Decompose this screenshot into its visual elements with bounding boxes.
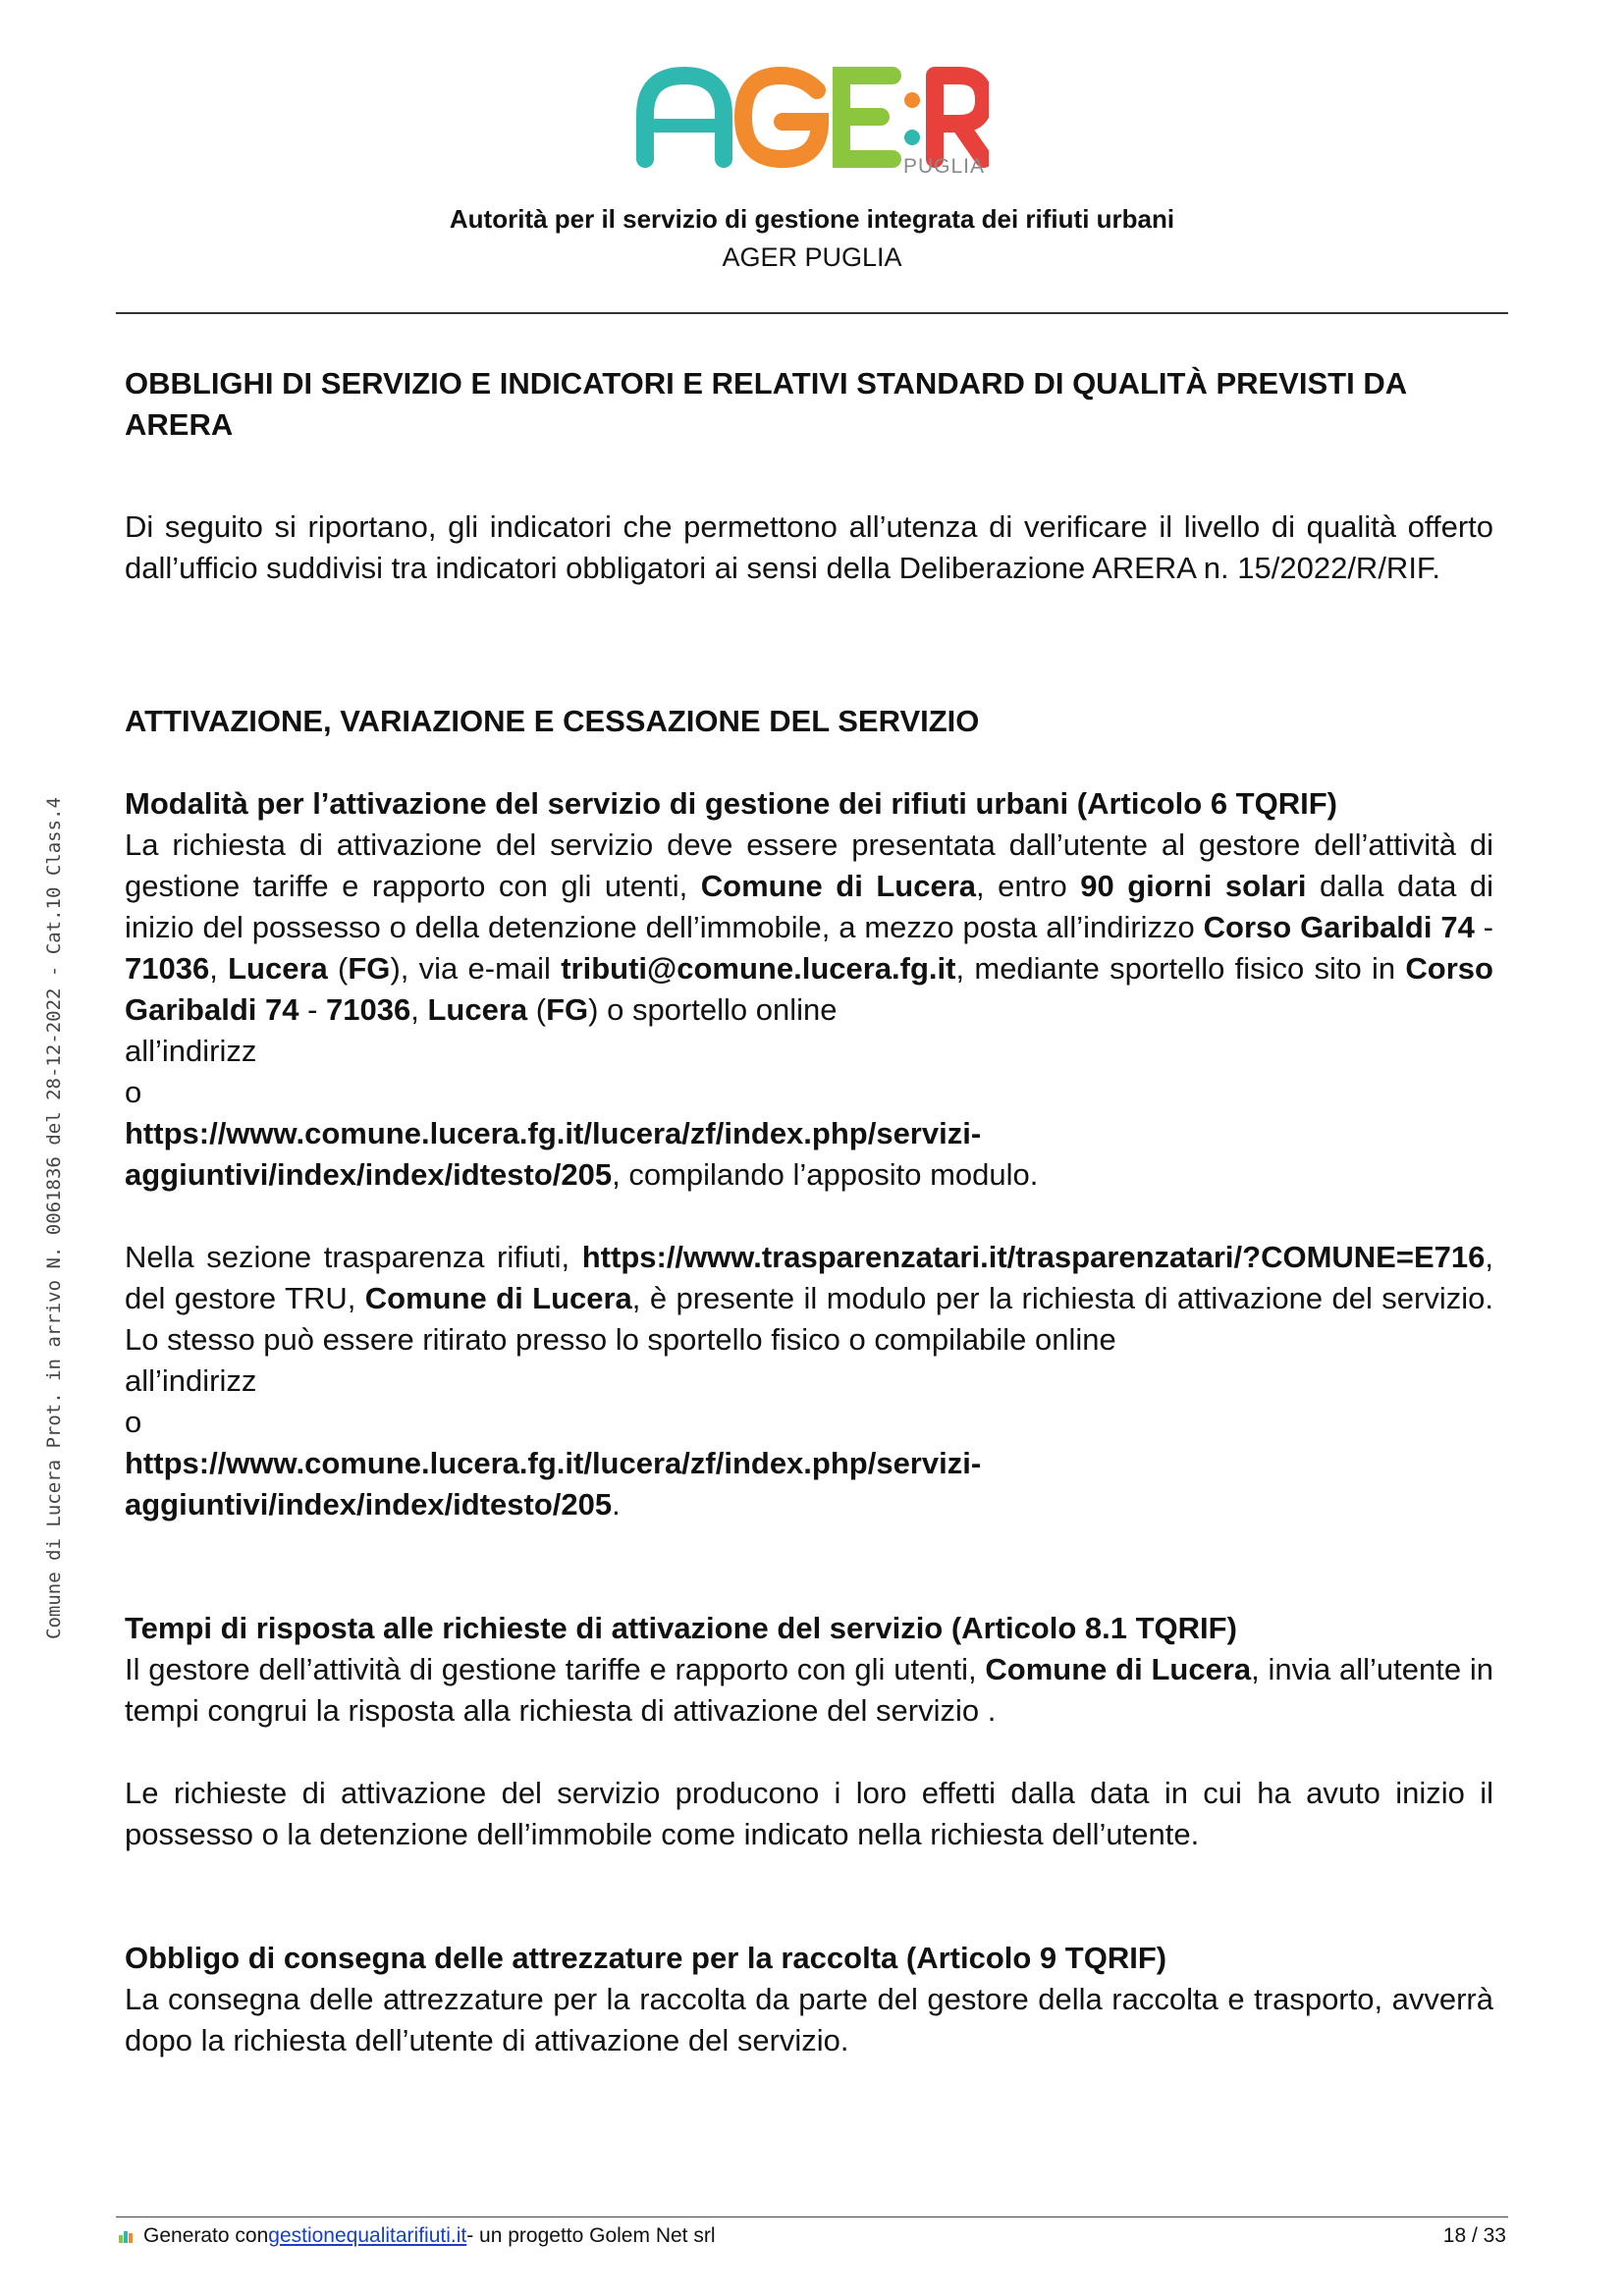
activation-url-line: https://www.comune.lucera.fg.it/lucera/zf/index.php/servizi- aggiuntivi/index/index/idtesto/205, compilando l’apposito modulo. xyxy=(125,1116,1039,1192)
email-address: tributi@comune.lucera.fg.it xyxy=(561,951,956,986)
leaf-icon xyxy=(118,2228,134,2244)
header-divider xyxy=(116,312,1508,314)
section-title-activation: ATTIVAZIONE, VARIAZIONE E CESSAZIONE DEL SERVIZIO xyxy=(125,704,980,738)
intro-paragraph: Di seguito si riportano, gli indicatori che permettono all’utenza di verificare il livello di qualità offerto dall’ufficio suddivisi tra indicatori obbligatori ai sensi della Deliberazione ARERA n. 15/2022/R/RIF. xyxy=(125,509,1493,585)
transparency-url: https://www.trasparenzatari.it/trasparenzatari/?COMUNE=E716 xyxy=(581,1240,1486,1274)
delivery-subtitle: Obbligo di consegna delle attrezzature per la raccolta (Articolo 9 TQRIF) xyxy=(125,1941,1167,1975)
footer-prefix: Generato con xyxy=(143,2224,269,2247)
transparency-address-line: all’indirizz xyxy=(125,1363,257,1398)
footer-divider xyxy=(116,2216,1508,2217)
ager-logo-mark xyxy=(635,61,989,169)
response-paragraph: Il gestore dell’attività di gestione tariffe e rapporto con gli utenti, Comune di Lucera, invia all’utente in tempi congrui la risposta alla richiesta di attivazione del servizio . xyxy=(125,1652,1493,1728)
activation-subtitle: Modalità per l’attivazione del servizio di gestione dei rifiuti urbani (Articolo 6 TQRIF) xyxy=(125,786,1337,821)
main-title: OBBLIGHI DI SERVIZIO E INDICATORI E RELATIVI STANDARD DI QUALITÀ PREVISTI DA ARERA xyxy=(125,366,1406,442)
logo-subtitle: PUGLIA xyxy=(902,155,985,178)
header-logo-area xyxy=(0,61,1624,184)
delivery-paragraph: La consegna delle attrezzature per la raccolta da parte del gestore della raccolta e trasporto, avverrà dopo la richiesta dell’utente di attivazione del servizio. xyxy=(125,1982,1493,2057)
document-body xyxy=(125,363,1493,2061)
ager-logo xyxy=(635,61,989,179)
transparency-paragraph: Nella sezione trasparenza rifiuti, https://www.trasparenzatari.it/trasparenzatari/?COMUNE=E716, del gestore TRU, Comune di Lucera, è presente il modulo per la richiesta di attivazione del servizio. Lo stesso può essere ritirato presso lo sportello fisico o compilabile online xyxy=(125,1240,1493,1357)
transparency-url-line: https://www.comune.lucera.fg.it/lucera/zf/index.php/servizi- aggiuntivi/index/index/idtesto/205. xyxy=(125,1446,982,1522)
organization-short-name: AGER PUGLIA xyxy=(722,242,902,272)
activation-address-line: all’indirizz xyxy=(125,1034,257,1068)
activation-o-line: o xyxy=(125,1075,142,1109)
footer-suffix: - un progetto Golem Net srl xyxy=(466,2224,716,2247)
footer-link[interactable]: gestionequalitarifiuti.it xyxy=(268,2224,467,2247)
activation-paragraph: La richiesta di attivazione del servizio deve essere presentata dall’utente al gestore dell’attività di gestione tariffe e rapporto con gli utenti, Comune di Lucera, entro 90 giorni solari dalla data di inizio del possesso o della detenzione dell’immobile, a mezzo posta all’indirizzo Corso Garibaldi 74 - 71036, Lucera (FG), via e-mail tributi@comune.lucera.fg.it, mediante sportello fisico sito in Corso Garibaldi 74 - 71036, Lucera (FG) o sportello online xyxy=(125,828,1493,1027)
transparency-o-line: o xyxy=(125,1405,142,1439)
protocol-stamp: Comune di Lucera Prot. in arrivo N. 0061836 del 28-12-2022 - Cat.10 Class.4 xyxy=(43,797,65,1639)
response-subtitle: Tempi di risposta alle richieste di attivazione del servizio (Articolo 8.1 TQRIF) xyxy=(125,1611,1237,1645)
page-number: 18 / 33 xyxy=(1442,2224,1506,2247)
response-effects-paragraph: Le richieste di attivazione del servizio producono i loro effetti dalla data in cui ha avuto inizio il possesso o la detenzione dell’immobile come indicato nella richiesta dell’utente. xyxy=(125,1776,1493,1851)
page-footer xyxy=(118,2224,1506,2248)
organization-name: Autorità per il servizio di gestione integrata dei rifiuti urbani xyxy=(449,204,1175,234)
